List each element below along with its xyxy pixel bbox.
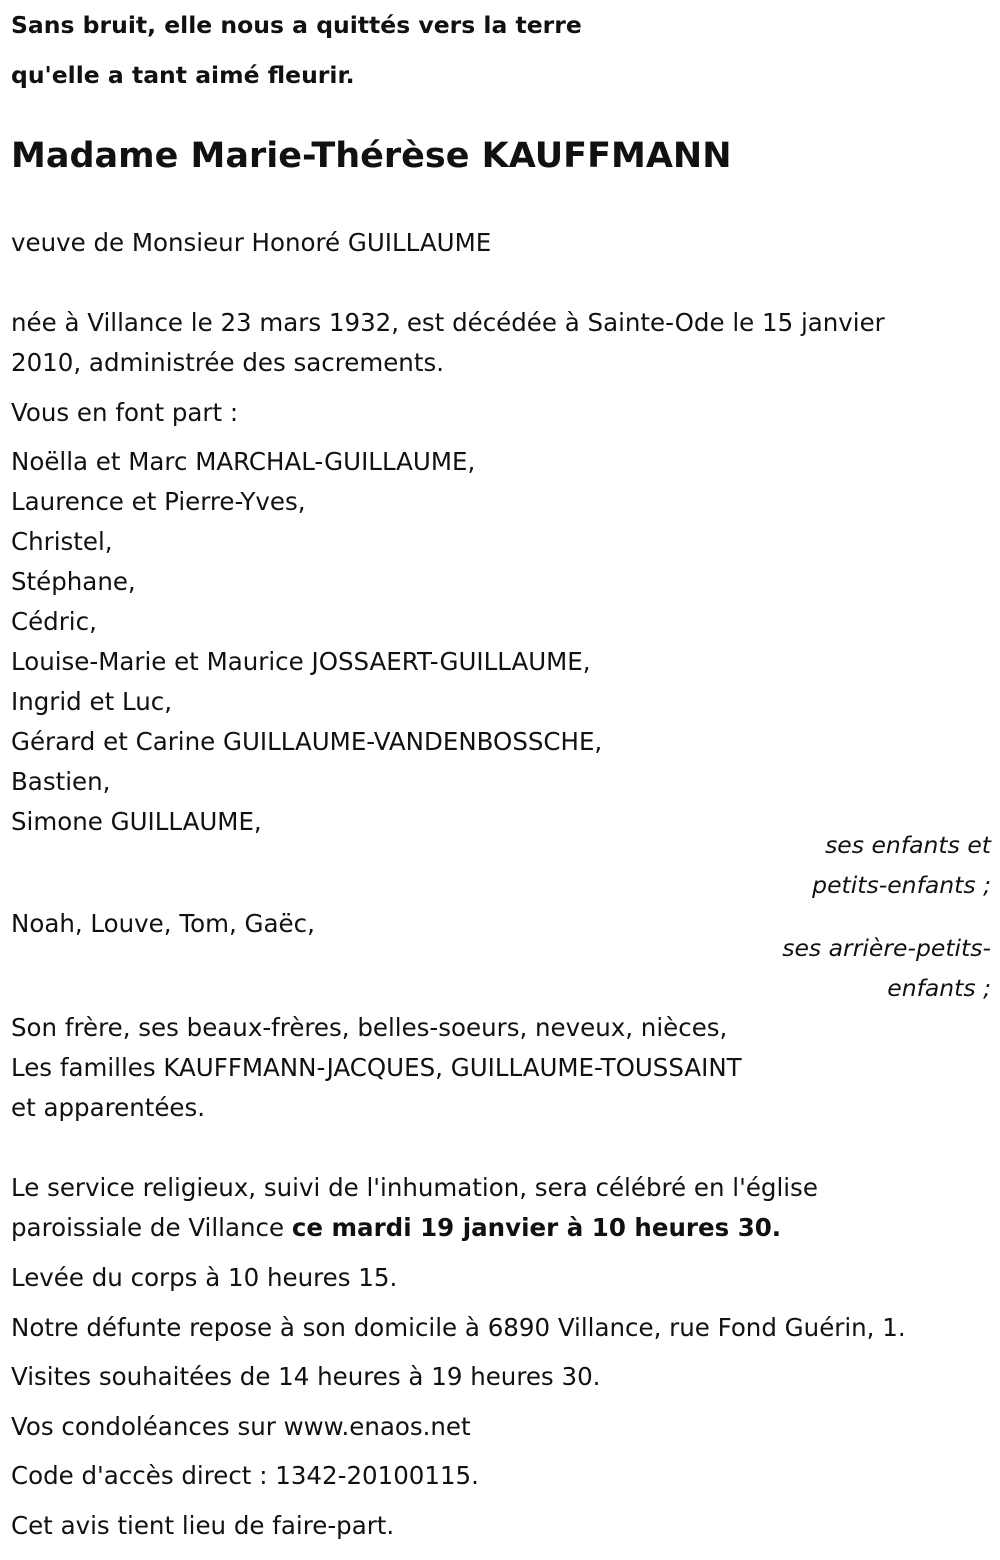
list-item: et apparentées. [11,1093,206,1122]
list-item: Son frère, ses beaux-frères, belles-soeurs, neveux, nièces, [11,1013,728,1042]
list-item: Simone GUILLAUME, [11,807,262,836]
list-item: Levée du corps à 10 heures 15. [11,1263,398,1292]
epigraph-line-2: qu'elle a tant aimé fleurir. [11,61,355,89]
list-item: Notre défunte repose à son domicile à 6890 Villance, rue Fond Guérin, 1. [11,1313,906,1342]
birth-death-line-2: 2010, administrée des sacrements. [11,348,444,377]
children-caption-line-2: petits-enfants ; [812,871,991,899]
list-item: Gérard et Carine GUILLAUME-VANDENBOSSCHE, [11,727,603,756]
list-item: Vos condoléances sur www.enaos.net [11,1412,471,1441]
great-grandchildren-caption-line-1: ses arrière-petits- [782,934,991,962]
list-item: Laurence et Pierre-Yves, [11,487,306,516]
great-grandchildren-caption-line-2: enfants ; [887,974,991,1002]
service-line-2 [11,1213,781,1243]
children-caption-line-1: ses enfants et [825,831,991,859]
birth-death-line-1: née à Villance le 23 mars 1932, est décédée à Sainte-Ode le 15 janvier [11,308,885,337]
announce-intro: Vous en font part : [11,398,239,427]
list-item: Les familles KAUFFMANN-JACQUES, GUILLAUME-TOUSSAINT [11,1053,742,1082]
list-item: Code d'accès direct : 1342-20100115. [11,1461,479,1490]
service-line-1: Le service religieux, suivi de l'inhumation, sera célébré en l'église [11,1173,818,1202]
widow-of: veuve de Monsieur Honoré GUILLAUME [11,228,492,257]
great-grandchildren: Noah, Louve, Tom, Gaëc, [11,909,315,938]
list-item: Stéphane, [11,567,136,596]
list-item: Ingrid et Luc, [11,687,172,716]
list-item: Christel, [11,527,113,556]
list-item: Cédric, [11,607,97,636]
list-item: Visites souhaitées de 14 heures à 19 heures 30. [11,1362,601,1391]
list-item: Noëlla et Marc MARCHAL-GUILLAUME, [11,447,476,476]
list-item: Cet avis tient lieu de faire-part. [11,1511,395,1540]
list-item: Bastien, [11,767,111,796]
service-datetime: ce mardi 19 janvier à 10 heures 30. [291,1213,782,1242]
deceased-name: Madame Marie-Thérèse KAUFFMANN [11,136,732,176]
service-location: paroissiale de Villance [11,1213,292,1242]
list-item: Louise-Marie et Maurice JOSSAERT-GUILLAUME, [11,647,591,676]
epigraph-line-1: Sans bruit, elle nous a quittés vers la terre [11,11,582,39]
